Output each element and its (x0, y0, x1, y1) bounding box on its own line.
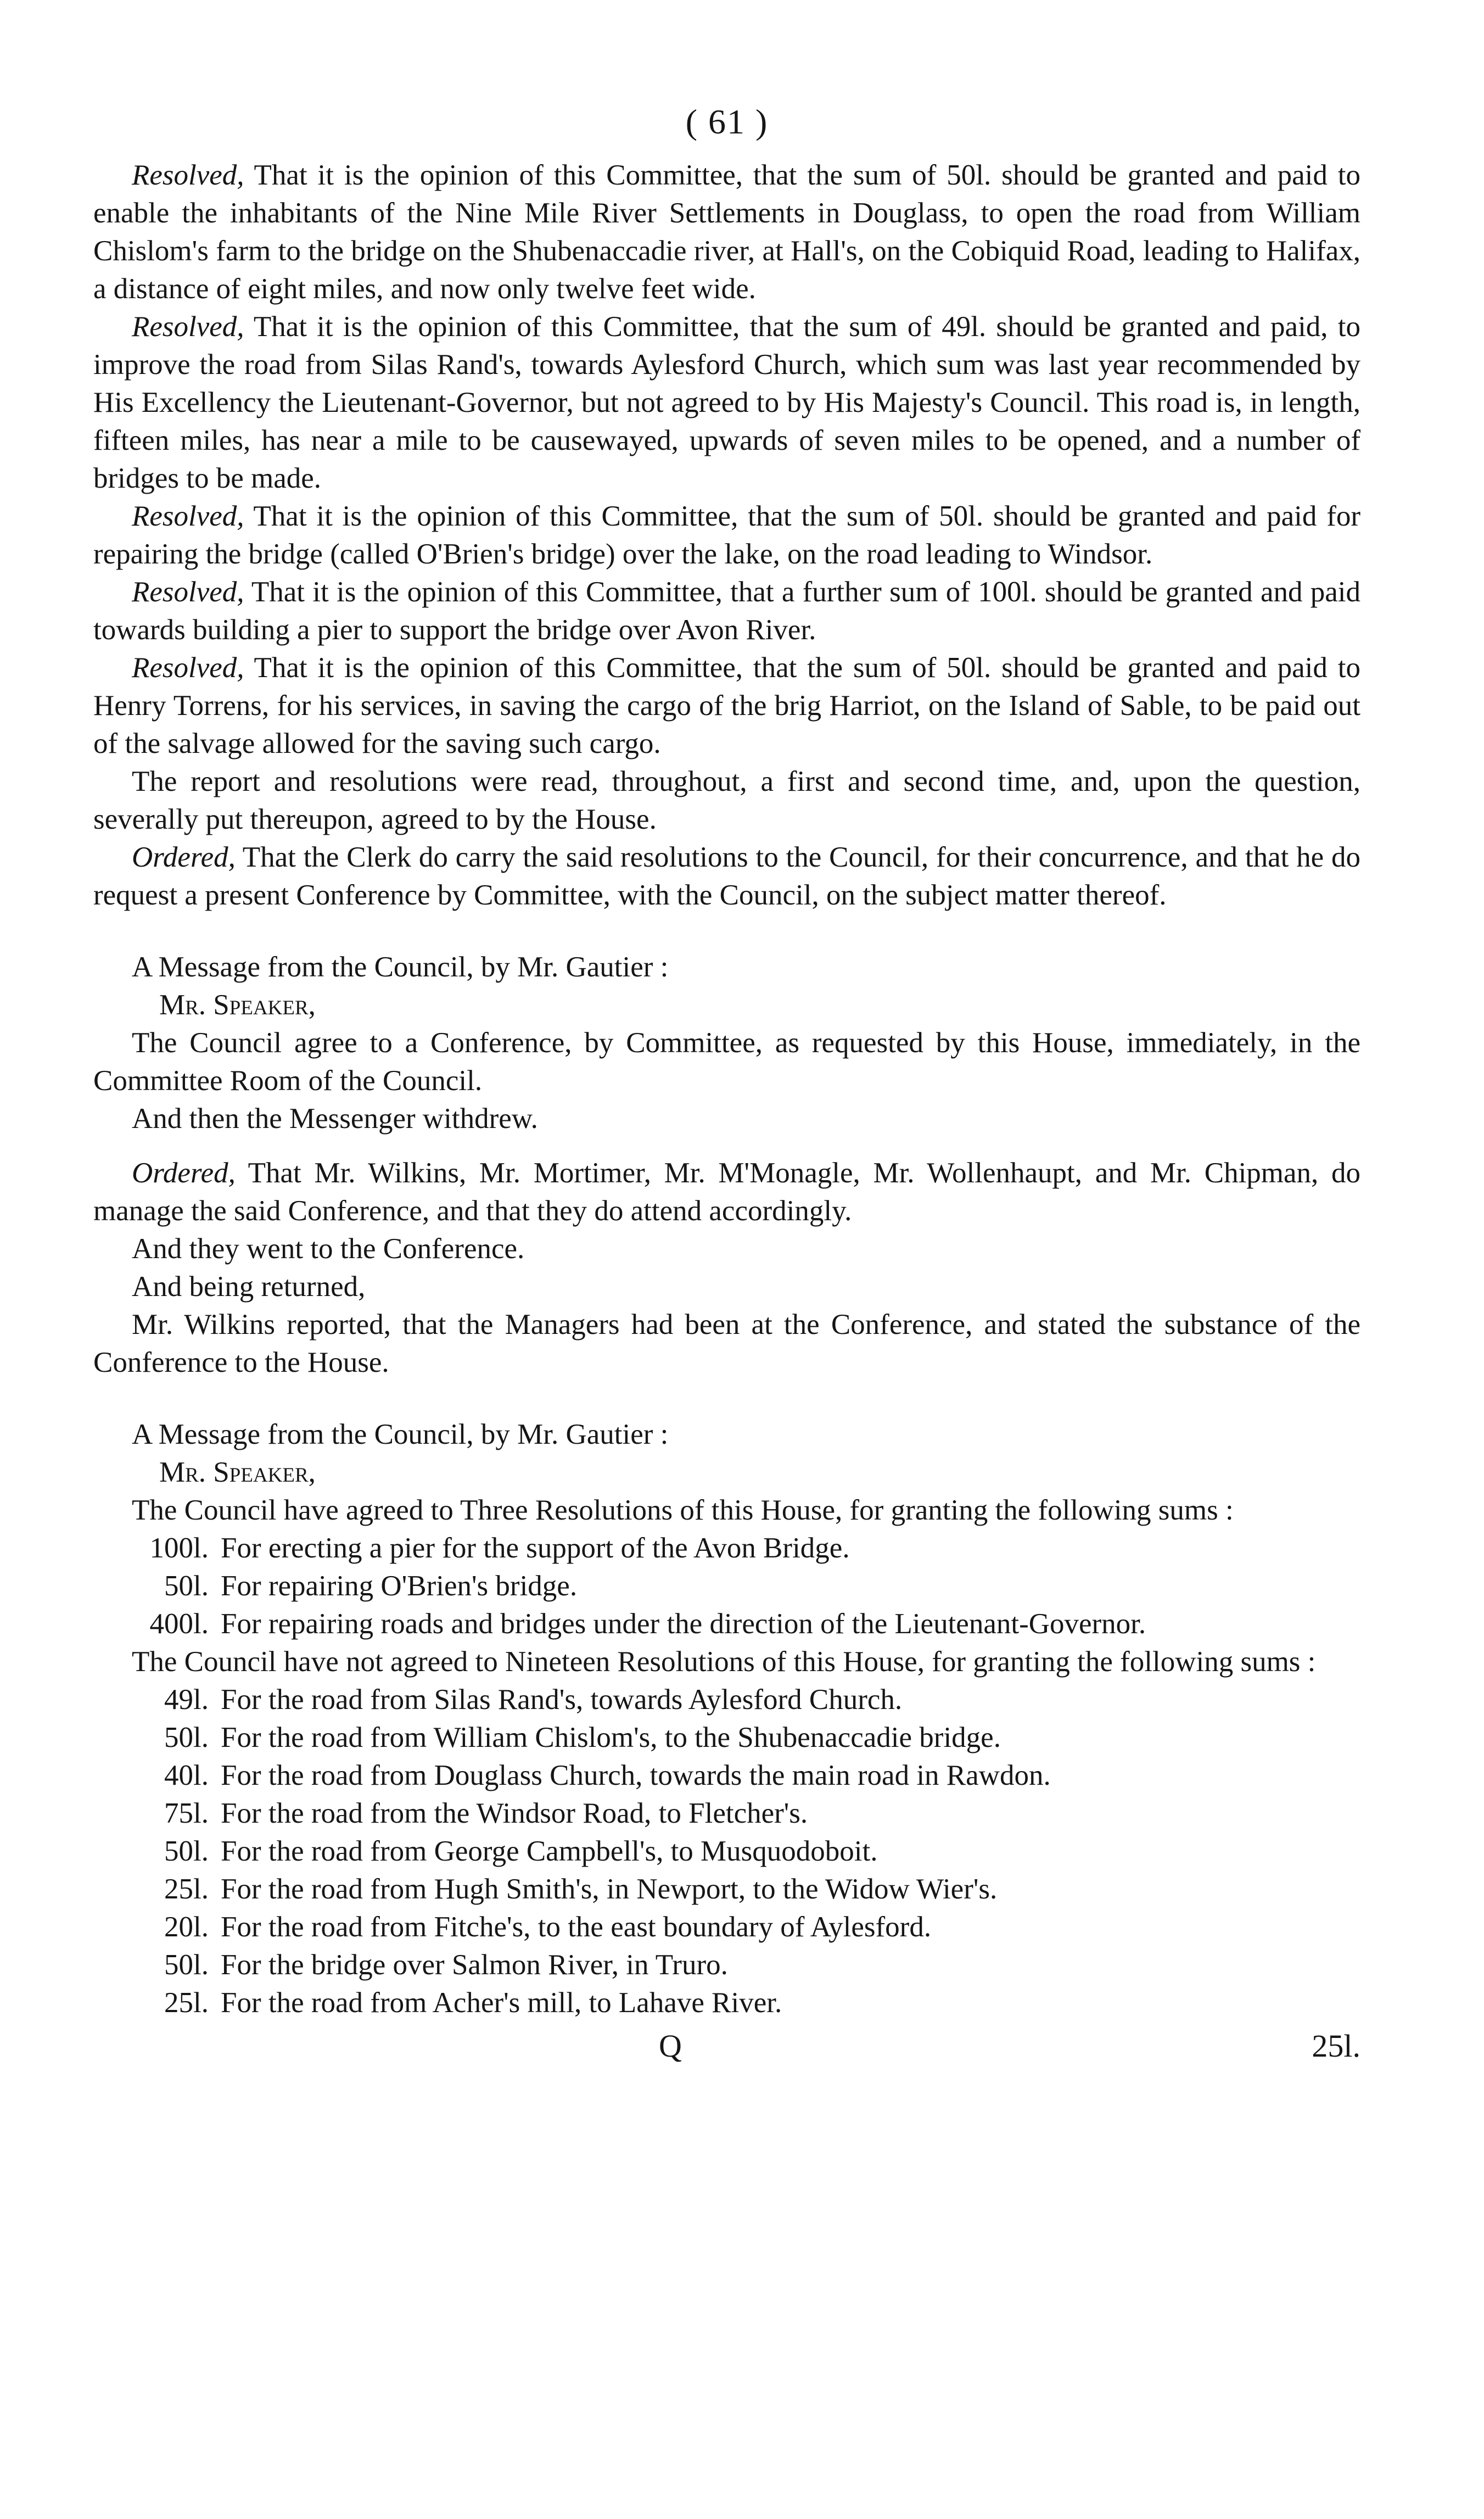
being-returned: And being returned, (132, 1271, 366, 1303)
report-read-paragraph: The report and resolutions were read, throughout, a first and second time, and, upon the question, severally put thereupon, agreed to by the House. (93, 766, 1360, 835)
sum-description: For the road from the Windsor Road, to Fletcher's. (221, 1797, 808, 1829)
resolution-lead: Resolved, (132, 311, 244, 343)
sum-description: For the road from Acher's mill, to Lahave River. (221, 1987, 782, 2019)
sum-amount: 20l. (164, 1911, 209, 1943)
resolution-text: That it is the opinion of this Committee, that the sum of 50l. should be granted and paid to enable the inhabitants of the Nine Mile River Settlements in Douglass, to open the road from William Chislom's farm to the bridge on the Shubenaccadie river, at Hall's, on the Cobiquid Road, leading to Halifax, a distance of eight miles, and now only twelve feet wide. (93, 159, 1360, 305)
resolution-text: That it is the opinion of this Committee, that the sum of 50l. should be granted and paid to Henry Torrens, for his services, in saving the cargo of the brig Harriot, on the Island of Sable, to be paid out of the salvage allowed for the saving such cargo. (93, 652, 1360, 759)
agreed-intro: The Council have agreed to Three Resolutions of this House, for granting the following sums : (132, 1494, 1234, 1526)
sum-description: For erecting a pier for the support of the Avon Bridge. (221, 1532, 850, 1564)
sum-description: For the road from William Chislom's, to the Shubenaccadie bridge. (221, 1722, 1001, 1753)
resolution-text: That it is the opinion of this Committee, that a further sum of 100l. should be granted and paid towards building a pier to support the bridge over Avon River. (93, 576, 1360, 646)
conference-report: Mr. Wilkins reported, that the Managers had been at the Conference, and stated the substance of the Conference to the House. (93, 1309, 1360, 1378)
list-item (93, 1681, 1360, 1719)
resolutions-block (93, 157, 1360, 763)
catchword: 25l. (1312, 2028, 1360, 2064)
speaker-address: Mr. Speaker, (159, 989, 316, 1021)
sum-amount: 50l. (164, 1949, 209, 1981)
message-heading: A Message from the Council, by Mr. Gautier : (132, 951, 669, 983)
page-footer (93, 2028, 1360, 2071)
ordered-lead: Ordered, (132, 841, 236, 873)
resolution-lead: Resolved, (132, 500, 244, 532)
list-item (93, 1757, 1360, 1795)
agreed-sums-list (93, 1529, 1360, 1643)
message-heading: A Message from the Council, by Mr. Gautier : (132, 1418, 669, 1450)
sum-amount: 100l. (149, 1532, 209, 1564)
sum-amount: 40l. (164, 1760, 209, 1791)
sum-description: For the road from Silas Rand's, towards Aylesford Church. (221, 1684, 903, 1716)
list-item (93, 1946, 1360, 1984)
resolution-paragraph (93, 308, 1360, 498)
sum-amount: 25l. (164, 1873, 209, 1905)
sum-description: For the road from Fitche's, to the east boundary of Aylesford. (221, 1911, 932, 1943)
sum-description: For the bridge over Salmon River, in Truro. (221, 1949, 728, 1981)
sum-description: For the road from George Campbell's, to Musquodoboit. (221, 1835, 878, 1867)
list-item (93, 1605, 1360, 1643)
list-item (93, 1833, 1360, 1870)
sum-description: For repairing O'Brien's bridge. (221, 1570, 578, 1602)
list-item (93, 1795, 1360, 1833)
signature-mark: Q (659, 2028, 682, 2064)
sum-amount: 400l. (149, 1608, 209, 1640)
ordered-paragraph (93, 839, 1360, 914)
sum-amount: 49l. (164, 1684, 209, 1716)
sum-amount: 75l. (164, 1797, 209, 1829)
list-item (93, 1529, 1360, 1567)
not-agreed-intro: The Council have not agreed to Nineteen Resolutions of this House, for granting the following sums : (132, 1646, 1316, 1678)
sum-amount: 50l. (164, 1722, 209, 1753)
resolution-paragraph (93, 573, 1360, 649)
resolution-paragraph (93, 157, 1360, 308)
ordered-text: That the Clerk do carry the said resolutions to the Council, for their concurrence, and that he do request a present Conference by Committee, with the Council, on the subject matter thereof. (93, 841, 1360, 911)
sum-description: For the road from Douglass Church, towards the main road in Rawdon. (221, 1760, 1051, 1791)
page-number: ( 61 ) (685, 102, 769, 141)
resolution-lead: Resolved, (132, 652, 244, 684)
ordered-paragraph (93, 1154, 1360, 1230)
ordered-lead: Ordered, (132, 1157, 236, 1189)
list-item (93, 1908, 1360, 1946)
ordered-text: That Mr. Wilkins, Mr. Mortimer, Mr. M'Monagle, Mr. Wollenhaupt, and Mr. Chipman, do manage the said Conference, and that they do attend accordingly. (93, 1157, 1360, 1227)
resolution-paragraph (93, 649, 1360, 763)
sum-amount: 50l. (164, 1835, 209, 1867)
sum-amount: 25l. (164, 1987, 209, 2019)
list-item (93, 1870, 1360, 1908)
resolution-lead: Resolved, (132, 159, 244, 191)
not-agreed-sums-list (93, 1681, 1360, 2022)
speaker-address: Mr. Speaker, (159, 1456, 316, 1488)
list-item (93, 1984, 1360, 2022)
list-item (93, 1719, 1360, 1757)
resolution-lead: Resolved, (132, 576, 244, 608)
sum-amount: 50l. (164, 1570, 209, 1602)
sum-description: For the road from Hugh Smith's, in Newport, to the Widow Wier's. (221, 1873, 998, 1905)
resolution-paragraph (93, 498, 1360, 573)
resolution-text: That it is the opinion of this Committee, that the sum of 49l. should be granted and paid, to improve the road from Silas Rand's, towards Aylesford Church, which sum was last year recommended by His Excellency the Lieutenant-Governor, but not agreed to by His Majesty's Council. This road is, in length, fifteen miles, has near a mile to be causewayed, upwards of seven miles to be opened, and a number of bridges to be made. (93, 311, 1360, 494)
message-body: The Council agree to a Conference, by Committee, as requested by this House, immediately, in the Committee Room of the Council. (93, 1027, 1360, 1097)
went-to-conference: And they went to the Conference. (132, 1233, 525, 1265)
list-item (93, 1567, 1360, 1605)
resolution-text: That it is the opinion of this Committee, that the sum of 50l. should be granted and paid for repairing the bridge (called O'Brien's bridge) over the lake, on the road leading to Windsor. (93, 500, 1360, 570)
messenger-withdrew: And then the Messenger withdrew. (132, 1103, 538, 1135)
sum-description: For repairing roads and bridges under the direction of the Lieutenant-Governor. (221, 1608, 1146, 1640)
